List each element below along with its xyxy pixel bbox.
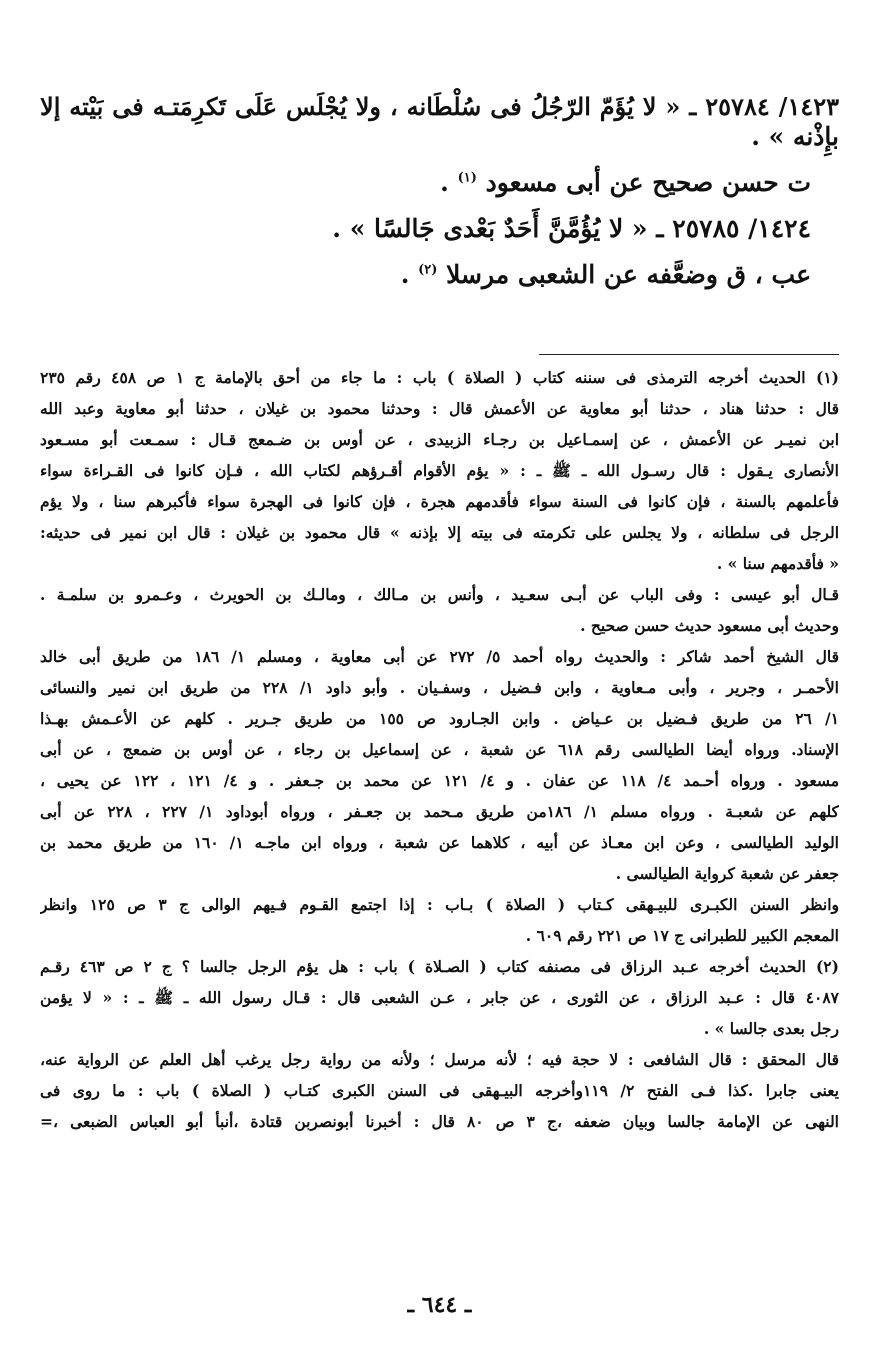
source-end-2: .	[400, 260, 419, 289]
footnote-line: قال : حدثنا هناد ، حدثنا أبو معاوية عن الأعمش قال : وحدثنا محمود بن غيلان ، حدثنا أبو معاوية وعبد الله	[40, 399, 839, 418]
footnote-line: يعنى جابرا .كذا فـى الفتح ٢/ ١١٩وأخرجه البيـهقى فى السنن الكبرى كتـاب ( الصلاة ) باب : ما روى فى	[40, 1081, 839, 1100]
hadith-1424-line: ١٤٢٤/ ٢٥٧٨٥ ـ « لا يُؤُمَّنَّ أَحَدٌ بَعْدى جَالسًا » .	[332, 214, 811, 243]
hadith-1423-line-1: ١٤٢٣/ ٢٥٧٨٤ ـ « لا يُؤَمّ الرّجُلُ فى سُلْطَانه ، ولا يُجْلَس عَلَى تَكرِمَتـه فى بَيْته إلا	[40, 92, 839, 121]
page-number: ـ ٦٤٤ ـ	[407, 1292, 472, 1318]
source-text: ت حسن صحيح عن أبى مسعود	[485, 168, 811, 197]
footnote-line: قال المحقق : قال الشافعى : لا حجة فيه ؛ لأنه مرسل ؛ ولأنه من رواية رجل يرغب أهل العلم عن الرواية عنه،	[40, 1050, 839, 1069]
footnote-line: ٤٠٨٧ قال : عـبد الرزاق ، عن الثورى ، عن جابر ، عـن الشعبى قال : قـال رسول الله ـ ﷺ ـ : « لا يؤمن	[40, 988, 839, 1007]
footnote-line: الإسناد. ورواه أيضا الطيالسى رقم ٦١٨ عن شعبة ، عن إسماعيل بن رجاء ، عن أوس بن ضمعج ، عن أبى	[40, 740, 839, 759]
footnote-line: فأعلمهم بالسنة ، فإن كانوا فى السنة سواء فأقدمهم هجرة ، فإن كانوا فى الهجرة سواء فأكبرهم سنا ، ولا يؤم	[40, 492, 839, 511]
footnote-line: قال الشيخ أحمد شاكر : والحديث رواه أحمد ٥/ ٢٧٢ عن أبى معاوية ، ومسلم ١/ ١٨٦ من طريق أبى خالد	[40, 647, 839, 666]
footnote-line: جعفر عن شعبة كرواية الطيالسى .	[615, 864, 839, 883]
footnote-line: (٢) الحديث أخرجه عـبد الرزاق فى مصنفه كتاب ( الصـلاة ) باب : هل يؤم الرجل جالسا ؟ ج ٢ ص ٤٦٣ رقـم	[40, 957, 839, 976]
footnote-line: « فأقدمهم سنا » .	[716, 554, 839, 573]
footnote-ref-2[interactable]: (٢)	[418, 262, 438, 278]
footnote-line: الأحمـر ، وجرير ، وأبى مـعاوية ، وابن فـضيل ، وسفـيان . وأبو داود ١/ ٢٢٨ من طريق ابن نمير والنسائى	[40, 678, 839, 697]
footnote-line: وحديث أبى مسعود حديث حسن صحيح .	[580, 616, 839, 635]
hadith-1424-source	[40, 260, 839, 290]
footnote-line: المعجم الكبير للطبرانى ج ١٧ ص ٢٢١ رقم ٦٠٩ .	[525, 926, 839, 945]
footnote-line: (١) الحديث أخرجه الترمذى فى سننه كتاب ( الصلاة ) باب : ما جاء من أحق بالإمامة ج ١ ص ٤٥٨ رقم ٢٣٥	[40, 368, 839, 387]
document-page	[40, 0, 839, 1352]
footnote-line: قـال أبو عيسى : وفى الباب عن أبـى سعـيد ، وأنس بن مـالك ، ومالـك بن الحويرث ، وعـمرو بن سلمـة .	[40, 585, 839, 604]
footnote-line: مسعود . ورواه أحـمد ٤/ ١١٨ عن عفان . و ٤/ ١٢١ عن محمد بن جـعفر . و ٤/ ١٢١ ، ١٢٢ عن يحيى ،	[40, 771, 839, 790]
footnote-line: الأنصارى يـقول : قال رسـول الله ـ ﷺ ـ : « يؤم الأقوام أقـرؤهم لكتاب الله ، فـإن كانوا فى القـراءة سواء	[40, 461, 839, 480]
footnote-line: ابن نميـر عن الأعمش ، عن إسمـاعيل بن رجـاء الزبيدى ، عن أوس بن ضـمعج قـال : سمـعت أبو مسـعود	[40, 430, 839, 449]
footnote-line: وانظر السنن الكبـرى للبيـهقى كـتاب ( الصلاة ) بـاب : إذا اجتمع القـوم فـيهم الوالى ج ٣ ص ١٢٥ وانظر	[40, 895, 839, 914]
hadith-1423-source	[40, 168, 839, 198]
footnote-line: ١/ ٢٦ من طريق فـضيل بن عـياض . وابن الجـارود ص ١٥٥ من طريق جـرير . كلهم عن الأعـمش بهـذا	[40, 709, 839, 728]
footnote-separator	[539, 354, 839, 355]
footnote-line: كلهم عن شعبـة . ورواه مسلم ١/ ١٨٦من طريق مـحمد بن جعـفر ، ورواه أبوداود ١/ ٢٢٧ ، ٢٢٨ عن أبى	[40, 802, 839, 821]
footnote-ref-1[interactable]: (١)	[457, 170, 477, 186]
main-text	[40, 92, 839, 290]
source-text-2: عب ، ق وضعَّفه عن الشعبى مرسلا	[446, 260, 811, 289]
footnotes	[40, 362, 839, 1137]
source-end: .	[440, 168, 458, 197]
footnote-line: رجل بعدى جالسا » .	[703, 1019, 839, 1038]
footnote-line: الرجل فى سلطانه ، ولا يجلس على تكرمته فى بيته إلا بإذنه » قال محمود بن غيلان : قال ابن نمير فى حديثه:	[40, 523, 839, 542]
footnote-line: الوليد الطيالسى ، وعن ابن معـاذ عن أبيه ، كلاهما عن شعبة ، ورواه ابن ماجـه ١/ ١٦٠ من طريق محمد بن	[40, 833, 839, 852]
footnote-line: النهى عن الإمامة جالسا وبيان ضعفه ،ج ٣ ص ٨٠ قال : أخبرنا أبونصربن قتادة ،أنبأ أبو العباس الضبعى ،=	[40, 1112, 839, 1131]
hadith-1423-line-2: بإِذْنه » .	[751, 122, 839, 151]
